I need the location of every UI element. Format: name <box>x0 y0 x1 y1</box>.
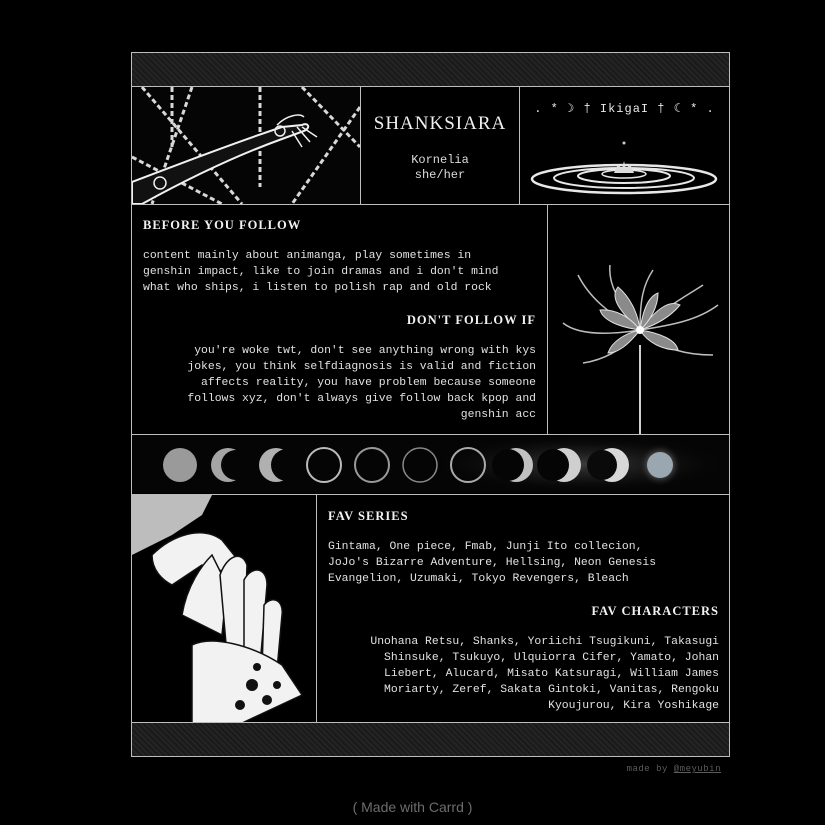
page-title: SHANKSIARA <box>373 113 507 134</box>
chains-art-icon <box>132 87 360 204</box>
profile-card <box>131 52 730 757</box>
water-drop-icon <box>520 131 729 204</box>
rules-panel <box>132 205 547 434</box>
fav-series-heading: FAV SERIES <box>328 509 409 523</box>
credit-prefix: made by <box>626 764 674 774</box>
top-texture-strip <box>132 53 729 87</box>
real-name: Kornelia <box>411 153 469 167</box>
name-panel <box>361 87 519 204</box>
fav-characters-heading: FAV CHARACTERS <box>591 604 719 619</box>
ikigai-tagline: . * ☽ † IkigaI † ☾ * . <box>534 102 715 116</box>
dont-follow-text: you're woke twt, don't see anything wrong with kys jokes, you think selfdiagnosis is valid and fiction affects reality, you have problem because someone follows xyz, don't always give follow back kpop and genshin acc <box>187 345 536 421</box>
favorites-panel <box>317 495 729 723</box>
fav-characters-text: Unohana Retsu, Shanks, Yoriichi Tsugikuni, Takasugi Shinsuke, Tsukuyo, Ulquiorra Cifer, Yamato, Johan Liebert, Alucard, Misato Katsuragi, William James Moriarty, Zeref, Sakata Gintoki, Vanitas, Rengoku Kyoujurou, Kira Yoshikage <box>370 636 719 712</box>
moon-phases-icon <box>132 435 729 493</box>
pronouns: she/her <box>414 168 466 182</box>
hands-art-icon <box>132 495 316 723</box>
fav-series-text: Gintama, One piece, Fmab, Junji Ito collecion, JoJo's Bizarre Adventure, Hellsing, Neon Genesis Evangelion, Uzumaki, Tokyo Revengers, Bleach <box>328 541 657 585</box>
bottom-texture-strip <box>132 722 729 756</box>
credit-handle-link[interactable]: @meyubin <box>673 764 721 774</box>
ikigai-panel <box>520 87 729 204</box>
dont-follow-heading: DON'T FOLLOW IF <box>406 313 536 328</box>
before-follow-heading: BEFORE YOU FOLLOW <box>143 218 302 232</box>
made-with-carrd-link[interactable]: ( Made with Carrd ) <box>352 799 473 815</box>
credit-line <box>627 764 721 774</box>
before-follow-text: content mainly about animanga, play sometimes in genshin impact, like to join dramas and i don't mind what who ships, i listen to polish rap and old rock <box>143 250 499 294</box>
spider-lily-icon <box>548 205 729 434</box>
